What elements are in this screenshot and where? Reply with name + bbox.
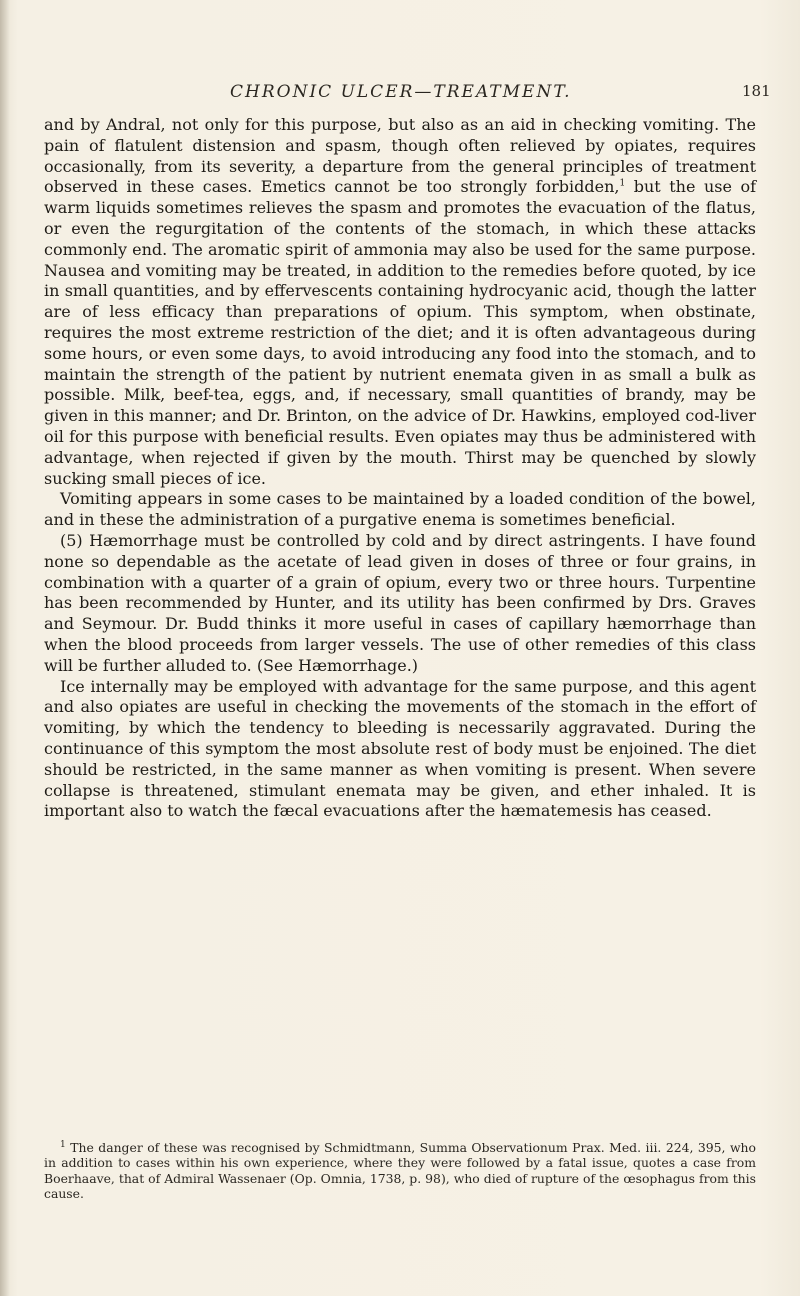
paragraph-3: (5) Hæmorrhage must be controlled by cold and by direct astringents. I have found none so dependable as the acetate of lead given in doses of three or four grains, in combination with a quarter of a grain of opium, every two or three hours. Turpentine has been recommended by Hunter, and its utility has been confirmed by Drs. Graves and Seymour. Dr. Budd thinks it more useful in cases of capillary hæmorrhage than when the blood proceeds from larger vessels. The use of other remedies of this class will be further alluded to. (See Hæmorrhage.) [44, 530, 756, 675]
body-text [44, 115, 756, 822]
paragraph-1 [44, 115, 756, 489]
footnotes [44, 1140, 756, 1202]
footnote-marker: 1 [60, 1139, 66, 1150]
footnote-text: The danger of these was recognised by Schmidtmann, Summa Observationum Prax. Med. iii. 224, 395, who in addition to cases within his own experience, where they were followed by a fatal issue, quotes a case from Boerhaave, that of Admiral Wassenaer (Op. Omnia, 1738, p. 98), who died of rupture of the œsophagus from this cause. [44, 1140, 756, 1202]
paragraph-1-continued: but the use of warm liquids sometimes relieves the spasm and promotes the evacuation of the flatus, or even the regurgitation of the contents of the stomach, in which these attacks commonly end. The aromatic spirit of ammonia may also be used for the same purpose. Nausea and vomiting may be treated, in addition to the remedies before quoted, by ice in small quantities, and by effervescents containing hydrocyanic acid, though the latter are of less efficacy than preparations of opium. This symptom, when obstinate, requires the most extreme restriction of the diet; and it is often advantageous during some hours, or even some days, to avoid introducing any food into the stomach, and to maintain the strength of the patient by nutrient enemata given in as small a bulk as possible. Milk, beef-tea, eggs, and, if necessary, small quantities of brandy, may be given in this manner; and Dr. Brinton, on the advice of Dr. Hawkins, employed cod-liver oil for this purpose with beneficial results. Even opiates may thus be administered with advantage, when rejected if given by the mouth. Thirst may be quenched by slowly sucking small pieces of ice. [44, 177, 757, 488]
page-number: 181 [742, 82, 771, 100]
paragraph-1-start: and by Andral, not only for this purpose, but also as an aid in checking vomiting. The pain of flatulent distension and spasm, though often relieved by opiates, requires occasionally, from its severity, a departure from the general principles of treatment observed in these cases. Emetics cannot be too strongly forbidden, [44, 115, 756, 197]
running-header: CHRONIC ULCER—TREATMENT. [230, 82, 572, 102]
paragraph-4: Ice internally may be employed with advantage for the same purpose, and this agent and also opiates are useful in checking the movements of the stomach in the effort of vomiting, by which the tendency to bleeding is necessarily aggravated. During the continuance of this symptom the most absolute rest of body must be enjoined. The diet should be restricted, in the same manner as when vomiting is present. When severe collapse is threatened, stimulant enemata may be given, and ether inhaled. It is important also to watch the fæcal evacuations after the hæmatemesis has ceased. [44, 676, 756, 821]
footnote-1 [44, 1140, 756, 1202]
page-spine-shadow [0, 0, 10, 1296]
footnote-ref-1: 1 [619, 179, 626, 190]
paragraph-2: Vomiting appears in some cases to be maintained by a loaded condition of the bowel, and in these the administration of a purgative enema is sometimes beneficial. [44, 489, 756, 530]
